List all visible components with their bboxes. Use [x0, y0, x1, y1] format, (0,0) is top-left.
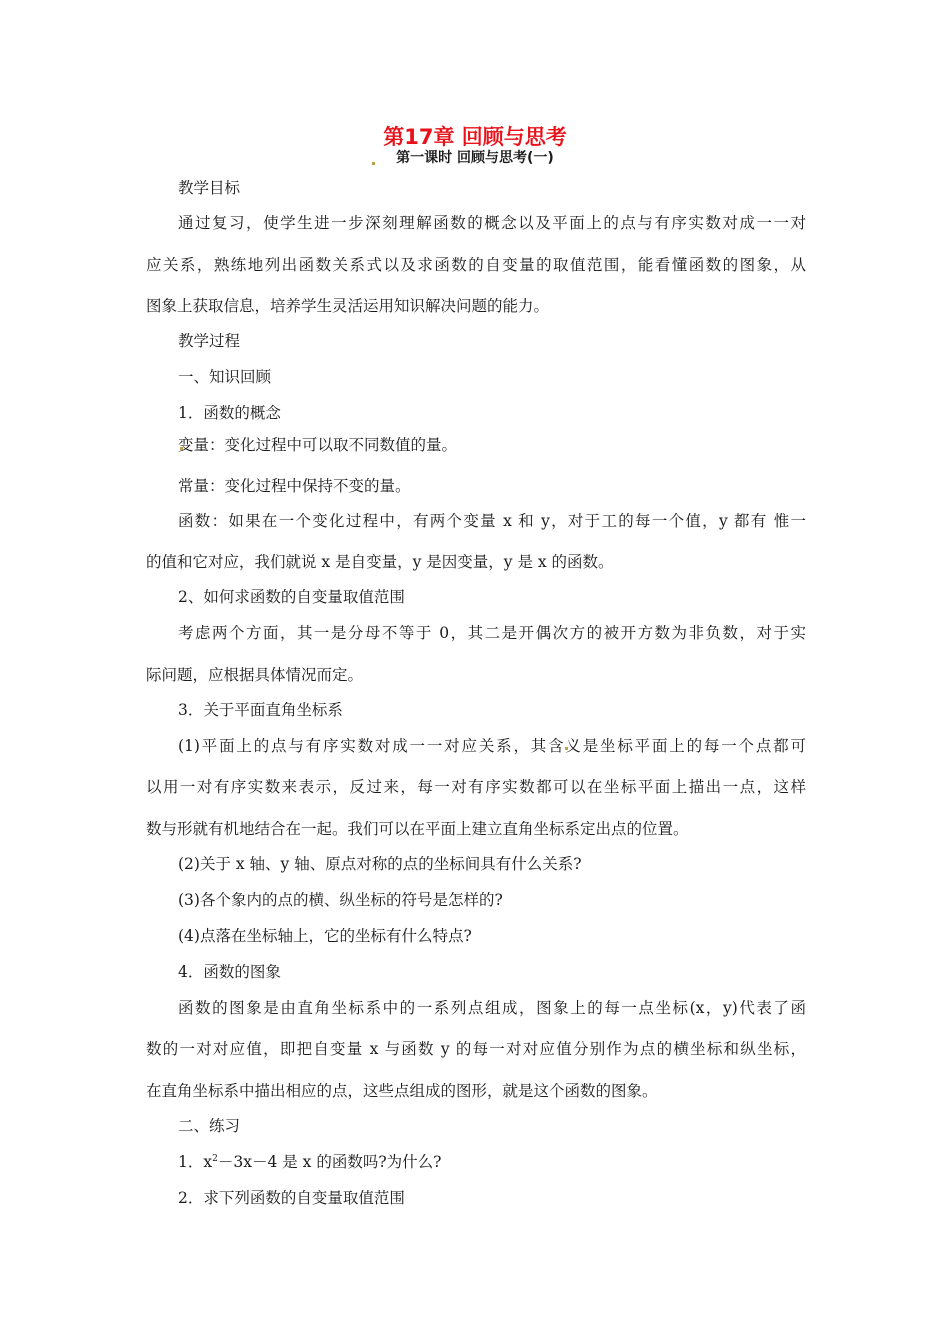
item3-p3: (3)各个象内的点的横、纵坐标的符号是怎样的? [178, 891, 503, 909]
item4-heading: 4．函数的图象 [178, 963, 281, 981]
goal-line-1: 通过复习，使学生进一步深刻理解函数的概念以及平面上的点与有序实数对成一一对 [178, 214, 806, 232]
function-def-line-2: 的值和它对应，我们就说 x 是自变量，y 是因变量，y 是 x 的函数。 [146, 553, 614, 571]
exercise-1-exponent: 2 [212, 1153, 218, 1164]
item4-line-3: 在直角坐标系中描出相应的点，这些点组成的图形，就是这个函数的图象。 [146, 1082, 658, 1100]
section1-heading: 一、知识回顾 [178, 368, 272, 386]
process-heading: 教学过程 [178, 332, 241, 350]
exercise-1-rest: －3x－4 是 x 的函数吗?为什么? [217, 1153, 442, 1171]
item3-p1-line-1: (1)平面上的点与有序实数对成一一对应关系，其含义是坐标平面上的每一个点都可 [178, 737, 806, 755]
item3-heading: 3．关于平面直角坐标系 [178, 701, 343, 719]
item4-line-2: 数的一对对应值，即把自变量 x 与函数 y 的每一对对应值分别作为点的横坐标和纵坐标， [146, 1040, 806, 1058]
goal-heading: 教学目标 [178, 179, 241, 197]
goal-line-2: 应关系，熟练地列出函数关系式以及求函数的自变量的取值范围，能看懂函数的图象，从 [146, 256, 806, 274]
constant-definition: 常量：变化过程中保持不变的量。 [178, 477, 411, 495]
item1-heading: 1．函数的概念 [178, 404, 281, 422]
lesson-subtitle: 第一课时 回顾与思考(一) [396, 150, 554, 166]
section2-heading: 二、练习 [178, 1117, 241, 1135]
item3-p1-line-2: 以用一对有序实数来表示，反过来，每一对有序实数都可以在坐标平面上描出一点，这样 [146, 778, 806, 796]
item2-line-1: 考虑两个方面，其一是分母不等于 0，其二是开偶次方的被开方数为非负数，对于实 [178, 624, 806, 642]
item2-heading: 2、如何求函数的自变量取值范围 [178, 588, 405, 606]
item3-p1-line-3: 数与形就有机地结合在一起。我们可以在平面上建立直角坐标系定出点的位置。 [146, 820, 689, 838]
item3-p2: (2)关于 x 轴、y 轴、原点对称的点的坐标间具有什么关系? [178, 855, 582, 873]
exercise-1 [178, 1152, 441, 1172]
function-def-line-1: 函数：如果在一个变化过程中，有两个变量 x 和 y，对于工的每一个值，y 都有 惟一 [178, 512, 806, 530]
exercise-1-prefix: 1．x [178, 1153, 213, 1171]
goal-line-3: 图象上获取信息，培养学生灵活运用知识解决问题的能力。 [146, 297, 550, 315]
item2-line-2: 际问题，应根据具体情况而定。 [146, 666, 364, 684]
exercise-2: 2．求下列函数的自变量取值范围 [178, 1189, 405, 1207]
item4-line-1: 函数的图象是由直角坐标系中的一系列点组成，图象上的每一点坐标(x，y)代表了函 [178, 999, 806, 1017]
variable-definition: 变量：变化过程中可以取不同数值的量。 [178, 436, 458, 454]
chapter-title: 第17章 回顾与思考 [383, 125, 567, 149]
item3-p4: (4)点落在坐标轴上，它的坐标有什么特点? [178, 927, 472, 945]
